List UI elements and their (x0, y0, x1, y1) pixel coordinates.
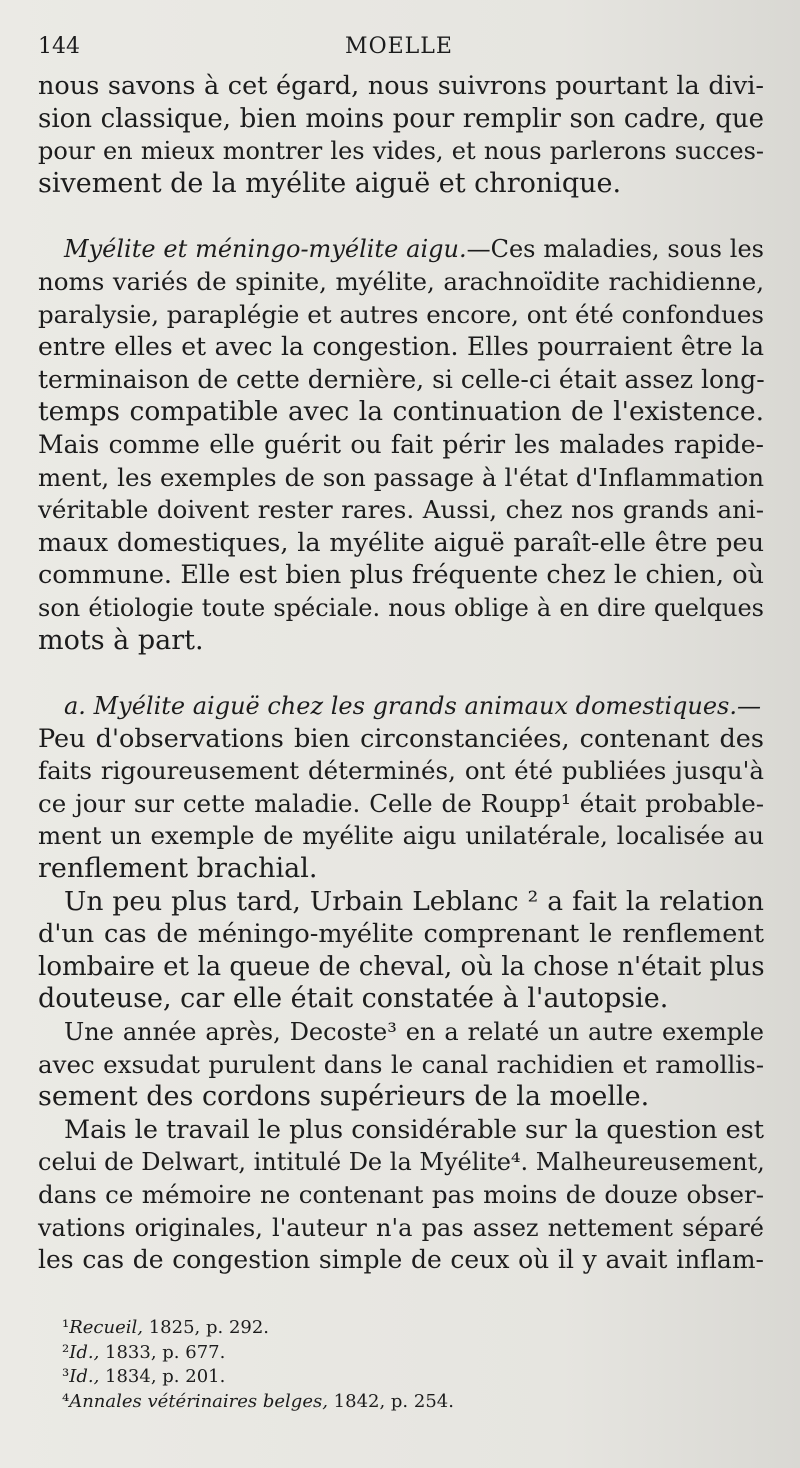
text-line: avec exsudat purulent dans le canal rachidien et ramollis- (38, 1049, 764, 1079)
text-line: noms variés de spinite, myélite, arachnoïdite rachidienne, (38, 266, 764, 296)
footnote-mark: ¹ (62, 1317, 70, 1338)
footnotes (62, 1316, 762, 1414)
footnote-source: Id., (69, 1341, 100, 1363)
footnote-source: Recueil, (69, 1317, 143, 1338)
page-number: 144 (38, 34, 80, 59)
text-line: faits rigoureusement déterminés, ont été publiées jusqu'à (38, 756, 764, 786)
footnote-source: Annales vétérinaires belges, (69, 1390, 328, 1412)
section-heading: Myélite et méningo-myélite aigu. (64, 235, 467, 264)
text-line: ce jour sur cette maladie. Celle de Roupp¹ était probable- (38, 788, 764, 818)
text-line: pour en mieux montrer les vides, et nous parlerons succes- (38, 137, 764, 166)
text-line: Un peu plus tard, Urbain Leblanc ² a fait la relation (64, 885, 764, 917)
text-line: renflement brachial. (38, 853, 318, 885)
footnote-source: Id., (69, 1366, 100, 1387)
running-head (38, 34, 760, 64)
footnote (62, 1365, 762, 1390)
text-line: terminaison de cette dernière, si celle-ci était assez long- (38, 364, 765, 394)
subsection-heading: a. Myélite aiguë chez les grands animaux domestiques.— (64, 692, 761, 721)
text-line: Mais le travail le plus considérable sur la question est (64, 1114, 764, 1145)
text-line: Une année après, Decoste³ en a relaté un autre exemple (64, 1018, 764, 1047)
footnote-ref: 1834, p. 201. (99, 1366, 226, 1387)
footnote-ref: 1833, p. 677. (99, 1341, 226, 1363)
text-line: entre elles et avec la congestion. Elles pourraient être la (38, 332, 764, 362)
text-line: celui de Delwart, intitulé De la Myélite⁴. Malheureusement, (38, 1148, 765, 1177)
text-line: ment, les exemples de son passage à l'état d'Inflammation (38, 462, 764, 492)
text-line: paralysie, paraplégie et autres encore, ont été confondues (38, 299, 764, 329)
footnote-mark: ³ (62, 1366, 70, 1387)
footnote (62, 1390, 762, 1415)
footnote-ref: 1842, p. 254. (327, 1390, 454, 1412)
text-line: Mais comme elle guérit ou fait périr les malades rapide- (38, 429, 764, 459)
footnote (62, 1341, 762, 1366)
text-line: Peu d'observations bien circonstanciées, contenant des (38, 723, 764, 754)
footnote (62, 1316, 762, 1341)
text-line: sement des cordons supérieurs de la moelle. (38, 1081, 650, 1113)
footnote-ref: 1825, p. 292. (143, 1317, 270, 1338)
text-fragment: —Ces maladies, sous les (466, 235, 764, 264)
text-line (38, 233, 764, 266)
text-line: dans ce mémoire ne contenant pas moins de douze obser- (38, 1180, 764, 1209)
text-line: nous savons à cet égard, nous suivrons pourtant la divi- (38, 71, 764, 101)
text-line: sion classique, bien moins pour remplir son cadre, que (38, 103, 764, 134)
text-line: les cas de congestion simple de ceux où il y avait inflam- (38, 1245, 764, 1275)
text-line: maux domestiques, la myélite aiguë paraît-elle être peu (38, 527, 764, 558)
section-title: MOELLE (345, 34, 453, 59)
text-line: mots à part. (38, 624, 204, 656)
footnote-mark: ² (62, 1341, 70, 1363)
text-line: d'un cas de méningo-myélite comprenant le renflement (38, 919, 764, 950)
body-text (38, 70, 764, 1277)
text-line: sivement de la myélite aiguë et chronique. (38, 167, 622, 199)
text-line: ment un exemple de myélite aigu unilatérale, localisée au (38, 821, 764, 851)
text-line: temps compatible avec la continuation de l'existence. (38, 396, 764, 428)
text-line: véritable doivent rester rares. Aussi, chez nos grands ani- (38, 495, 764, 525)
text-line: douteuse, car elle était constatée à l'autopsie. (38, 983, 669, 1015)
text-line: vations originales, l'auteur n'a pas assez nettement séparé (38, 1213, 764, 1242)
text-line: lombaire et la queue de cheval, où la chose n'était plus (38, 951, 765, 982)
text-line: son étiologie toute spéciale. nous oblige à en dire quelques (38, 593, 764, 622)
footnote-mark: ⁴ (62, 1390, 70, 1412)
text-line: commune. Elle est bien plus fréquente chez le chien, où (38, 560, 764, 591)
